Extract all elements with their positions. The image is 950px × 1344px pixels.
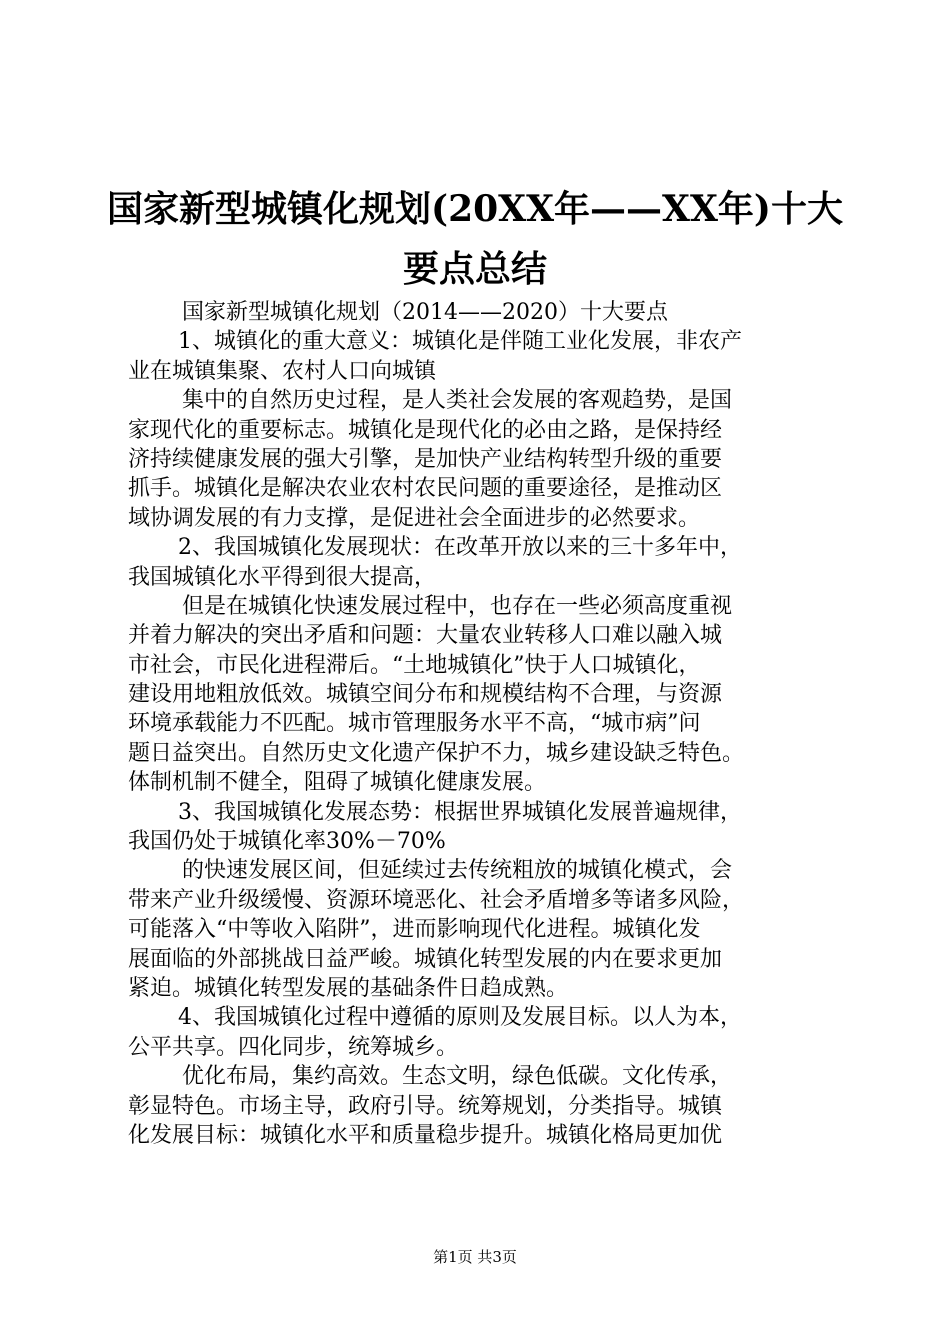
- body-text-line: 域协调发展的有力支撑，是促进社会全面进步的必然要求。: [128, 505, 701, 531]
- body-text-line: 可能落入“中等收入陷阱”，进而影响现代化进程。城镇化发: [128, 917, 701, 943]
- body-text-line: 1、城镇化的重大意义：城镇化是伴随工业化发展，非农产: [178, 329, 742, 355]
- body-text-line: 的快速发展区间，但延续过去传统粗放的城镇化模式，会: [182, 858, 733, 884]
- document-body: [128, 298, 828, 1150]
- body-text-line: 题日益突出。自然历史文化遗产保护不力，城乡建设缺乏特色。: [128, 740, 745, 766]
- body-text-line: 化发展目标：城镇化水平和质量稳步提升。城镇化格局更加优: [128, 1122, 723, 1148]
- body-text-line: 公平共享。四化同步，统筹城乡。: [128, 1034, 459, 1060]
- body-text-line: 紧迫。城镇化转型发展的基础条件日趋成熟。: [128, 975, 569, 1001]
- body-text-line: 业在城镇集聚、农村人口向城镇: [128, 358, 437, 384]
- body-text-line: 2、我国城镇化发展现状：在改革开放以来的三十多年中，: [178, 535, 742, 561]
- body-text-line: 环境承载能力不匹配。城市管理服务水平不高，“城市病”问: [128, 711, 701, 737]
- body-text-line: 优化布局，集约高效。生态文明，绿色低碳。文化传承，: [182, 1064, 733, 1090]
- body-text-line: 带来产业升级缓慢、资源环境恶化、社会矛盾增多等诸多风险，: [128, 887, 745, 913]
- body-text-line: 家现代化的重要标志。城镇化是现代化的必由之路，是保持经: [128, 417, 723, 443]
- body-text-line: 并着力解决的突出矛盾和问题：大量农业转移人口难以融入城: [128, 623, 723, 649]
- body-text-line: 抓手。城镇化是解决农业农村农民问题的重要途径，是推动区: [128, 476, 723, 502]
- page-footer: 第1页 共3页: [433, 1248, 517, 1266]
- body-text-line: 我国城镇化水平得到很大提高，: [128, 564, 437, 590]
- body-text-line: 国家新型城镇化规划（2014——2020）十大要点: [182, 300, 668, 325]
- body-text-line: 我国仍处于城镇化率30%－70%: [128, 829, 446, 855]
- body-text-line: 建设用地粗放低效。城镇空间分布和规模结构不合理，与资源: [128, 682, 723, 708]
- body-text-line: 市社会，市民化进程滞后。“土地城镇化”快于人口城镇化，: [128, 652, 701, 678]
- document-title-line-1: 国家新型城镇化规划(20XX年——XX年)十大: [107, 188, 843, 230]
- body-text-line: 体制机制不健全，阻碍了城镇化健康发展。: [128, 770, 547, 796]
- body-text-line: 3、我国城镇化发展态势：根据世界城镇化发展普遍规律，: [178, 799, 742, 825]
- body-text-line: 但是在城镇化快速发展过程中，也存在一些必须高度重视: [182, 593, 733, 619]
- body-text-line: 4、我国城镇化过程中遵循的原则及发展目标。以人为本，: [178, 1005, 742, 1031]
- document-title-line-2: 要点总结: [402, 248, 547, 290]
- body-text-line: 济持续健康发展的强大引擎，是加快产业结构转型升级的重要: [128, 446, 723, 472]
- body-text-line: 展面临的外部挑战日益严峻。城镇化转型发展的内在要求更加: [128, 946, 723, 972]
- body-text-line: 集中的自然历史过程，是人类社会发展的客观趋势，是国: [182, 388, 733, 414]
- body-text-line: 彰显特色。市场主导，政府引导。统筹规划，分类指导。城镇: [128, 1093, 723, 1119]
